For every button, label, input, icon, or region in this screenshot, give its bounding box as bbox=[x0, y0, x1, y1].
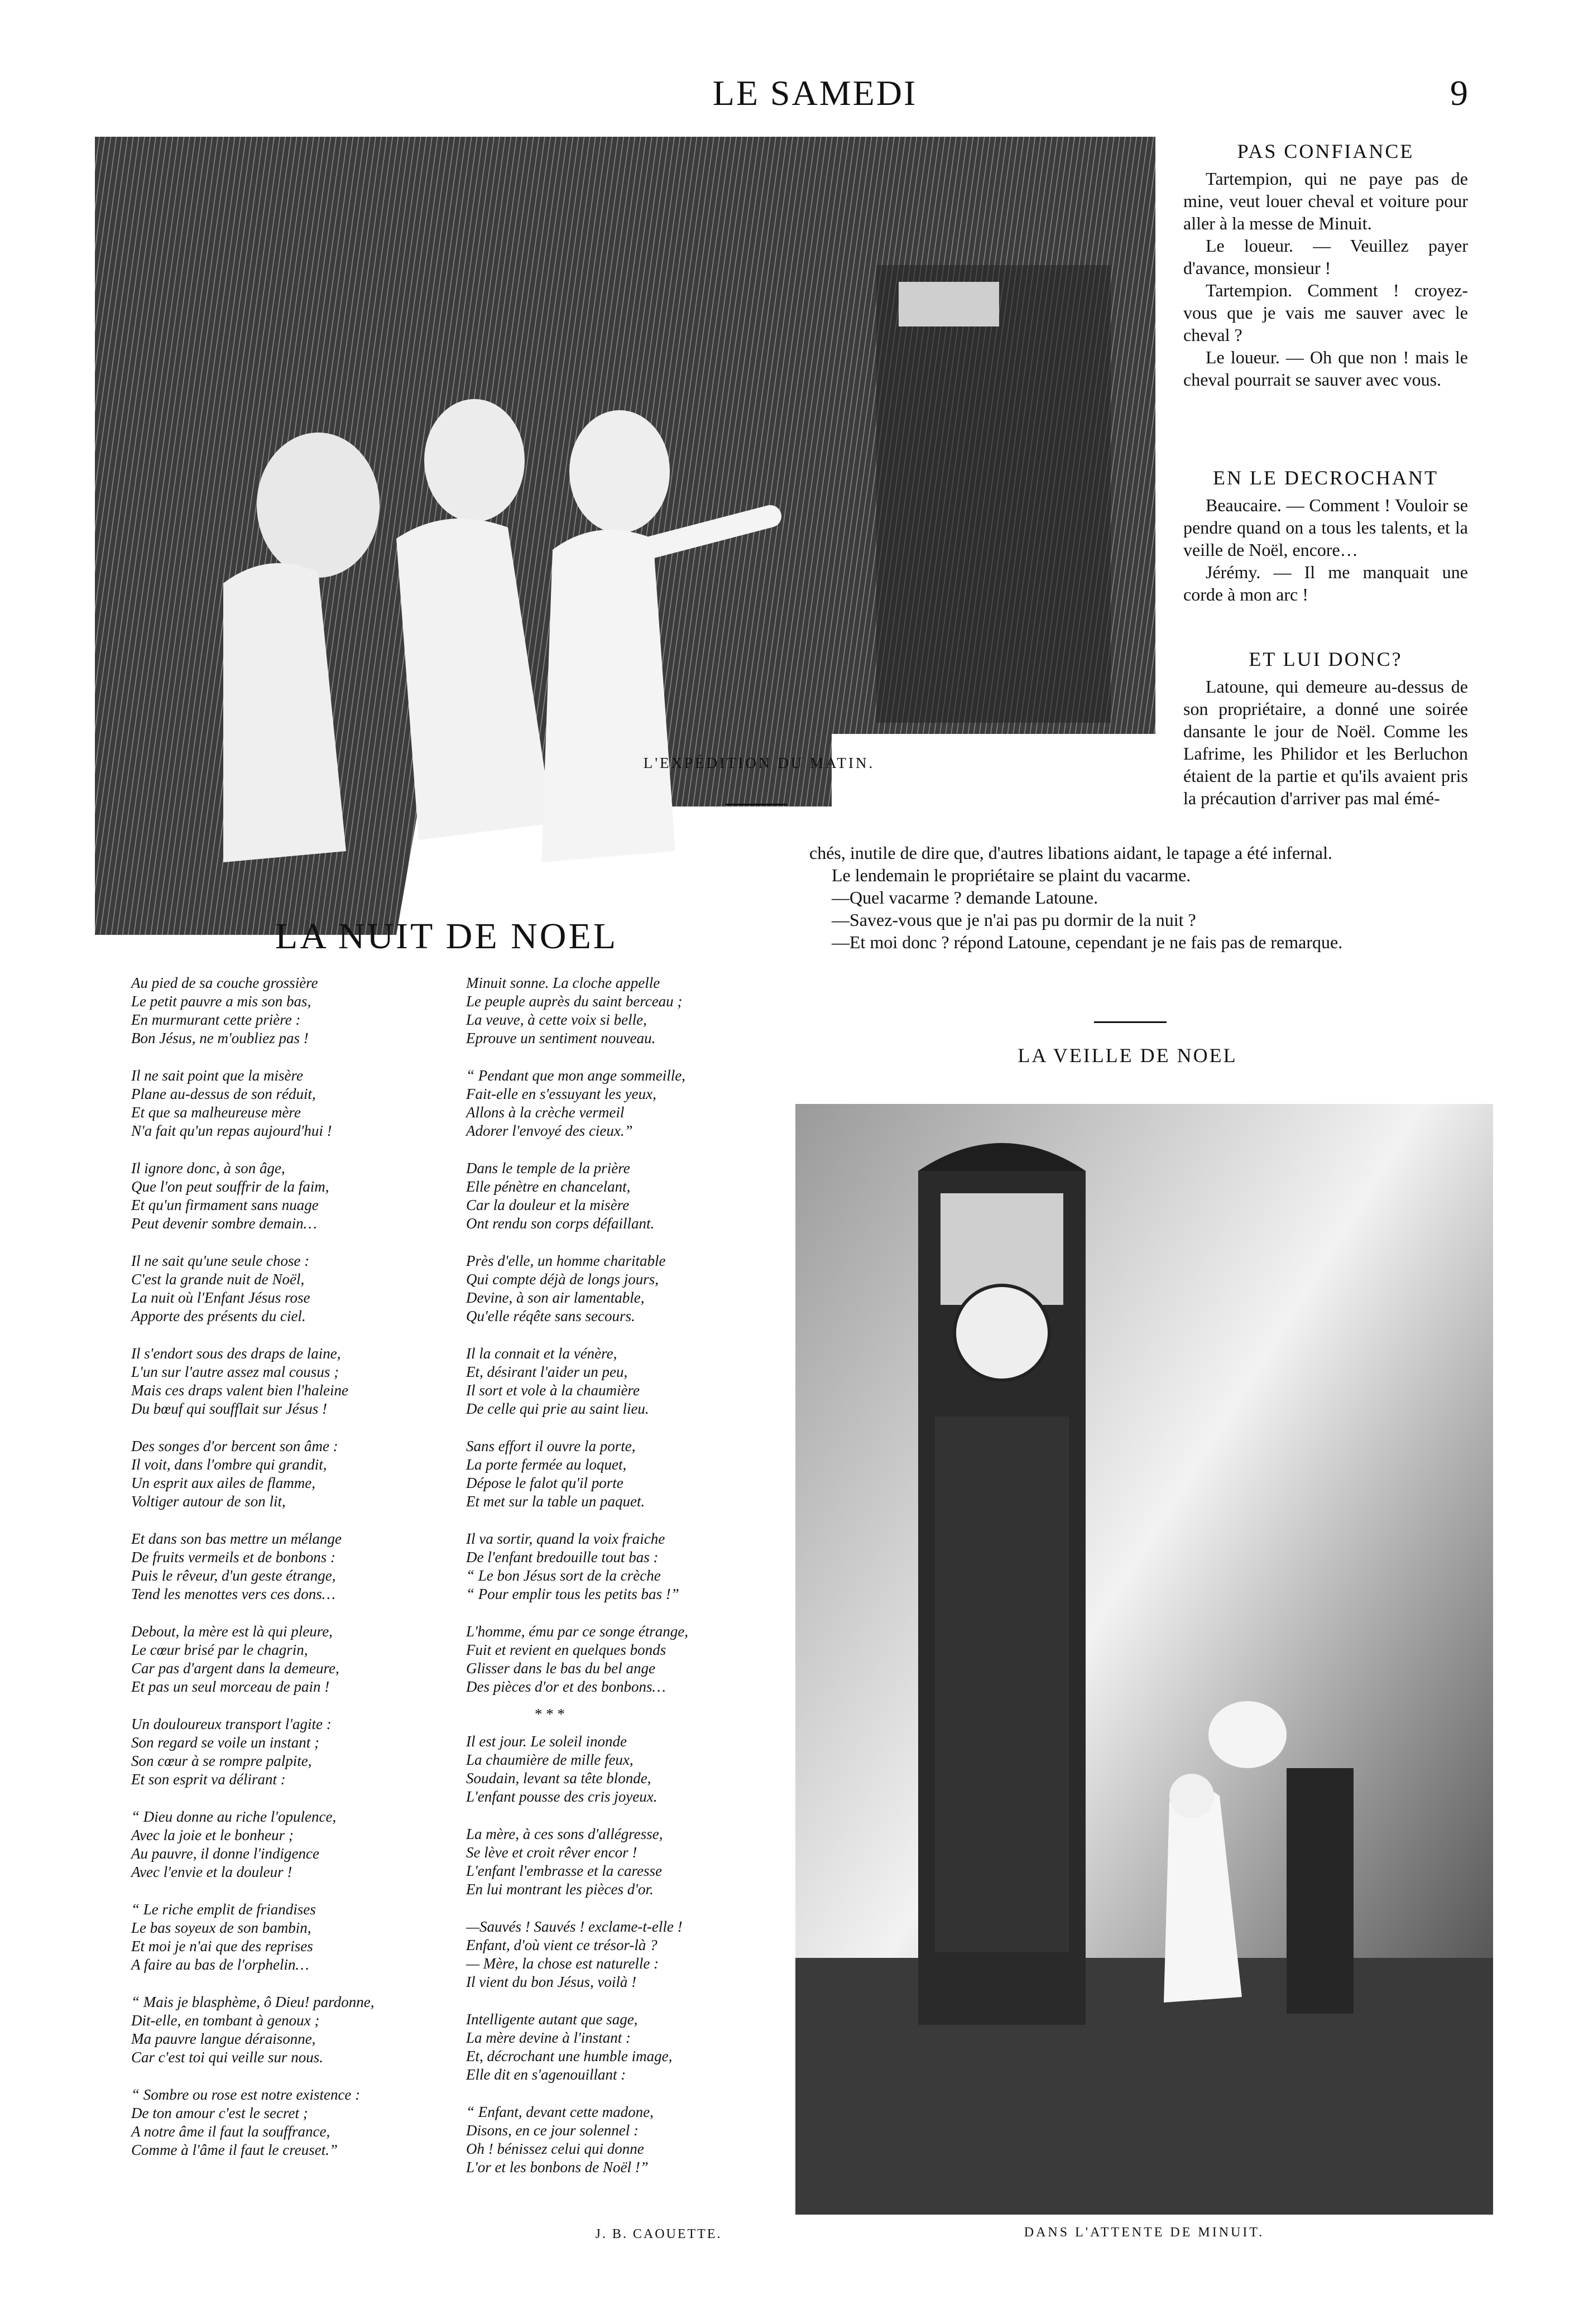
verse: Et, décrochant une humble image, bbox=[466, 2048, 673, 2064]
top-illustration bbox=[84, 126, 1155, 935]
verse: Puis le rêveur, d'un geste étrange, bbox=[131, 1567, 336, 1584]
paragraph: Le loueur. — Oh que non ! mais le cheval pourrait se sauver avec vous. bbox=[1183, 347, 1468, 390]
children-fireplace-engraving bbox=[84, 126, 1155, 935]
verse: Et qu'un firmament sans nuage bbox=[131, 1197, 319, 1213]
verse: Eprouve un sentiment nouveau. bbox=[466, 1030, 656, 1046]
clock-illustration-caption: DANS L'ATTENTE DE MINUIT. bbox=[1024, 2225, 1265, 2240]
verse: Qu'elle réqête sans secours. bbox=[466, 1308, 635, 1324]
verse: Il ne sait point que la misère bbox=[131, 1067, 303, 1084]
verse: Devine, à son air lamentable, bbox=[466, 1289, 645, 1306]
verse: Minuit sonne. La cloche appelle bbox=[466, 974, 660, 991]
verse: Un douloureux transport l'agite : bbox=[131, 1716, 332, 1732]
verse: “ Pour emplir tous les petits bas !” bbox=[466, 1586, 679, 1602]
verse: A faire au bas de l'orphelin… bbox=[131, 1956, 309, 1973]
verse: De l'enfant bredouille tout bas : bbox=[466, 1549, 659, 1566]
verse: Au pauvre, il donne l'indigence bbox=[131, 1845, 319, 1862]
verse: Car la douleur et la misère bbox=[466, 1197, 630, 1213]
verse: Soudain, levant sa tête blonde, bbox=[466, 1770, 651, 1787]
page-header-title: LE SAMEDI bbox=[712, 73, 918, 113]
verse: Se lève et croit rêver encor ! bbox=[466, 1844, 637, 1861]
paragraph: —Savez-vous que je n'ai pas pu dormir de la nuit ? bbox=[832, 910, 1196, 930]
verse: Son regard se voile un instant ; bbox=[131, 1734, 319, 1751]
verse: Il voit, dans l'ombre qui grandit, bbox=[131, 1456, 327, 1473]
verse: Et son esprit va délirant : bbox=[131, 1771, 286, 1788]
stanza bbox=[466, 2103, 779, 2177]
verse: Elle pénètre en chancelant, bbox=[466, 1178, 631, 1195]
verse: Avec la joie et le bonheur ; bbox=[131, 1827, 294, 1843]
verse: Disons, en ce jour solennel : bbox=[466, 2122, 639, 2139]
paragraph: Tartempion. Comment ! croyez-vous que je vais me sauver avec le cheval ? bbox=[1183, 280, 1468, 345]
clock-illustration bbox=[795, 1104, 1493, 2220]
en-le-decrochant-title: EN LE DECROCHANT bbox=[1213, 467, 1438, 489]
stanza bbox=[131, 1530, 444, 1603]
verse: Et moi je n'ai que des reprises bbox=[131, 1938, 313, 1955]
paragraph: Tartempion, qui ne paye pas de mine, veut louer cheval et voiture pour aller à la messe de Minuit. bbox=[1183, 169, 1468, 233]
verse: Dans le temple de la prière bbox=[466, 1160, 630, 1177]
verse: Un esprit aux ailes de flamme, bbox=[131, 1475, 315, 1491]
verse: Qui compte déjà de longs jours, bbox=[466, 1271, 659, 1288]
stanza bbox=[131, 1159, 444, 1233]
stanza bbox=[131, 1993, 444, 2067]
verse: Et met sur la table un paquet. bbox=[466, 1493, 645, 1510]
stanza bbox=[131, 1067, 444, 1140]
verse: Fuit et revient en quelques bonds bbox=[466, 1641, 666, 1658]
verse: La nuit où l'Enfant Jésus rose bbox=[131, 1289, 310, 1306]
stanza bbox=[466, 1067, 779, 1140]
stanza bbox=[466, 1345, 779, 1418]
verse: Il ignore donc, à son âge, bbox=[131, 1160, 285, 1177]
stanza bbox=[131, 974, 444, 1048]
verse: L'enfant pousse des cris joyeux. bbox=[466, 1788, 658, 1805]
stanza bbox=[131, 1900, 444, 1974]
page-number: 9 bbox=[1450, 73, 1468, 113]
verse: Il sort et vole à la chaumière bbox=[466, 1382, 640, 1399]
stanza-separator: * * * bbox=[535, 1706, 565, 1722]
verse: La porte fermée au loquet, bbox=[466, 1456, 627, 1473]
verse: Le bas soyeux de son bambin, bbox=[131, 1919, 311, 1936]
verse: La veuve, à cette voix si belle, bbox=[466, 1011, 647, 1028]
paragraph: Beaucaire. — Comment ! Vouloir se pendre quand on a tous les talents, et la veille de Noël, encore… bbox=[1183, 495, 1468, 560]
verse: Du bœuf qui soufflait sur Jésus ! bbox=[131, 1400, 328, 1417]
stanza bbox=[131, 1715, 444, 1789]
verse: De ton amour c'est le secret ; bbox=[131, 2105, 308, 2121]
verse: Dépose le falot qu'il porte bbox=[466, 1475, 623, 1491]
verse: Dit-elle, en tombant à genoux ; bbox=[131, 2012, 320, 2029]
verse: Des songes d'or bercent son âme : bbox=[131, 1438, 338, 1454]
en-le-decrochant-text bbox=[1183, 494, 1468, 606]
verse: Il vient du bon Jésus, voilà ! bbox=[466, 1974, 637, 1990]
verse: L'un sur l'autre assez mal cousus ; bbox=[131, 1363, 339, 1380]
stanza bbox=[131, 1345, 444, 1418]
paragraph: chés, inutile de dire que, d'autres libations aidant, le tapage a été infernal. bbox=[809, 843, 1332, 863]
verse: Enfant, d'où vient ce trésor-là ? bbox=[466, 1937, 658, 1953]
verse: N'a fait qu'un repas aujourd'hui ! bbox=[131, 1122, 332, 1139]
verse: Voltiger autour de son lit, bbox=[131, 1493, 286, 1510]
verse: La mère, à ces sons d'allégresse, bbox=[466, 1826, 663, 1842]
verse: Car pas d'argent dans la demeure, bbox=[131, 1660, 339, 1677]
verse: Comme à l'âme il faut le creuset.” bbox=[131, 2141, 338, 2158]
verse: Fait-elle en s'essuyant les yeux, bbox=[466, 1086, 656, 1102]
et-lui-donc-title: ET LUI DONC? bbox=[1249, 648, 1403, 670]
divider bbox=[1094, 1021, 1167, 1023]
verse: Adorer l'envoyé des cieux.” bbox=[466, 1122, 633, 1139]
verse: —Sauvés ! Sauvés ! exclame-t-elle ! bbox=[466, 1918, 683, 1935]
pas-confiance-title: PAS CONFIANCE bbox=[1237, 140, 1414, 162]
stanza bbox=[466, 1918, 779, 1991]
verse: Peut devenir sombre demain… bbox=[131, 1215, 317, 1232]
verse: Mais ces draps valent bien l'haleine bbox=[131, 1382, 348, 1399]
verse: L'enfant l'embrasse et la caresse bbox=[466, 1862, 662, 1879]
poem-right-column bbox=[466, 974, 779, 2196]
verse: Près d'elle, un homme charitable bbox=[466, 1252, 666, 1269]
grandfather-clock-engraving bbox=[795, 1104, 1493, 2215]
stanza bbox=[466, 1622, 779, 1696]
et-lui-donc-column-text bbox=[1183, 675, 1468, 809]
verse: Tend les menottes vers ces dons… bbox=[131, 1586, 335, 1602]
stanza bbox=[466, 1159, 779, 1233]
verse: Et dans son bas mettre un mélange bbox=[131, 1530, 342, 1547]
verse: Plane au-dessus de son réduit, bbox=[131, 1086, 316, 1102]
verse: Debout, la mère est là qui pleure, bbox=[131, 1623, 333, 1640]
verse: Sans effort il ouvre la porte, bbox=[466, 1438, 636, 1454]
verse: “ Pendant que mon ange sommeille, bbox=[466, 1067, 685, 1084]
veille-de-noel-title: LA VEILLE DE NOEL bbox=[1018, 1044, 1237, 1067]
et-lui-donc-wide-text bbox=[809, 842, 1468, 953]
verse: Et que sa malheureuse mère bbox=[131, 1104, 301, 1121]
paragraph: Jérémy. — Il me manquait une corde à mon arc ! bbox=[1183, 562, 1468, 604]
verse: Et, désirant l'aider un peu, bbox=[466, 1363, 628, 1380]
verse: Son cœur à se rompre palpite, bbox=[131, 1752, 312, 1769]
poem-left-column bbox=[131, 974, 444, 2178]
verse: “ Mais je blasphème, ô Dieu! pardonne, bbox=[131, 1994, 375, 2010]
divider bbox=[726, 804, 787, 805]
verse: Il va sortir, quand la voix fraiche bbox=[466, 1530, 665, 1547]
verse: Elle dit en s'agenouillant : bbox=[466, 2066, 626, 2083]
verse: Car c'est toi qui veille sur nous. bbox=[131, 2049, 323, 2066]
verse: L'or et les bonbons de Noël !” bbox=[466, 2159, 649, 2176]
verse: Le cœur brisé par le chagrin, bbox=[131, 1641, 308, 1658]
stanza bbox=[466, 1252, 779, 1326]
verse: Glisser dans le bas du bel ange bbox=[466, 1660, 655, 1677]
verse: “ Le bon Jésus sort de la crèche bbox=[466, 1567, 661, 1584]
paragraph: Latoune, qui demeure au-dessus de son propriétaire, a donné une soirée dansante le jour de Noël. Comme les Lafrime, les Philidor et les Berluchon étaient de la partie et qu'ils avaient pris la précaution d'arriver pas mal émé- bbox=[1183, 676, 1468, 808]
paragraph: Le loueur. — Veuillez payer d'avance, monsieur ! bbox=[1183, 236, 1468, 278]
stanza bbox=[131, 1437, 444, 1511]
paragraph: —Et moi donc ? répond Latoune, cependant je ne fais pas de remarque. bbox=[832, 932, 1343, 952]
verse: La mère devine à l'instant : bbox=[466, 2029, 631, 2046]
verse: Le peuple auprès du saint berceau ; bbox=[466, 993, 683, 1010]
stanza bbox=[466, 974, 779, 1048]
verse: Il s'endort sous des draps de laine, bbox=[131, 1345, 341, 1362]
paragraph: —Quel vacarme ? demande Latoune. bbox=[832, 887, 1098, 907]
verse: La chaumière de mille feux, bbox=[466, 1751, 634, 1768]
top-illustration-caption: L'EXPÉDITION DU MATIN. bbox=[643, 755, 875, 771]
verse: En lui montrant les pièces d'or. bbox=[466, 1881, 654, 1898]
verse: Ont rendu son corps défaillant. bbox=[466, 1215, 655, 1232]
verse: Il ne sait qu'une seule chose : bbox=[131, 1252, 310, 1269]
verse: Apporte des présents du ciel. bbox=[131, 1308, 306, 1324]
verse: Allons à la crèche vermeil bbox=[466, 1104, 625, 1121]
stanza bbox=[466, 1732, 779, 1806]
verse: Oh ! bénissez celui qui donne bbox=[466, 2140, 644, 2157]
verse: “ Sombre ou rose est notre existence : bbox=[131, 2086, 361, 2103]
verse: Il la connait et la vénère, bbox=[466, 1345, 617, 1362]
verse: Au pied de sa couche grossière bbox=[131, 974, 318, 991]
verse: “ Dieu donne au riche l'opulence, bbox=[131, 1808, 337, 1825]
verse: De celle qui prie au saint lieu. bbox=[466, 1400, 649, 1417]
verse: Ma pauvre langue déraisonne, bbox=[131, 2030, 316, 2047]
stanza bbox=[131, 1808, 444, 1881]
verse: En murmurant cette prière : bbox=[131, 1011, 301, 1028]
verse: Bon Jésus, ne m'oubliez pas ! bbox=[131, 1030, 309, 1046]
verse: Avec l'envie et la douleur ! bbox=[131, 1864, 292, 1880]
verse: Que l'on peut souffrir de la faim, bbox=[131, 1178, 329, 1195]
poem-signature: J. B. CAOUETTE. bbox=[595, 2227, 722, 2241]
verse: “ Enfant, devant cette madone, bbox=[466, 2104, 654, 2120]
verse: “ Le riche emplit de friandises bbox=[131, 1901, 316, 1918]
verse: Le petit pauvre a mis son bas, bbox=[131, 993, 311, 1010]
verse: — Mère, la chose est naturelle : bbox=[466, 1955, 659, 1972]
paragraph: Le lendemain le propriétaire se plaint du vacarme. bbox=[832, 865, 1191, 885]
stanza bbox=[466, 2010, 779, 2084]
verse: De fruits vermeils et de bonbons : bbox=[131, 1549, 335, 1566]
stanza bbox=[466, 1825, 779, 1899]
verse: A notre âme il faut la souffrance, bbox=[131, 2123, 330, 2140]
verse: Et pas un seul morceau de pain ! bbox=[131, 1678, 330, 1695]
verse: Il est jour. Le soleil inonde bbox=[466, 1733, 627, 1750]
verse: L'homme, ému par ce songe étrange, bbox=[466, 1623, 688, 1640]
verse: Intelligente autant que sage, bbox=[466, 2011, 638, 2028]
verse: C'est la grande nuit de Noël, bbox=[131, 1271, 305, 1288]
stanza bbox=[131, 2086, 444, 2159]
stanza bbox=[131, 1622, 444, 1696]
stanza bbox=[131, 1252, 444, 1326]
pas-confiance-text bbox=[1183, 167, 1468, 391]
verse: Des pièces d'or et des bonbons… bbox=[466, 1678, 666, 1695]
stanza bbox=[466, 1437, 779, 1511]
stanza bbox=[466, 1530, 779, 1603]
poem-title: LA NUIT DE NOEL bbox=[275, 916, 618, 957]
